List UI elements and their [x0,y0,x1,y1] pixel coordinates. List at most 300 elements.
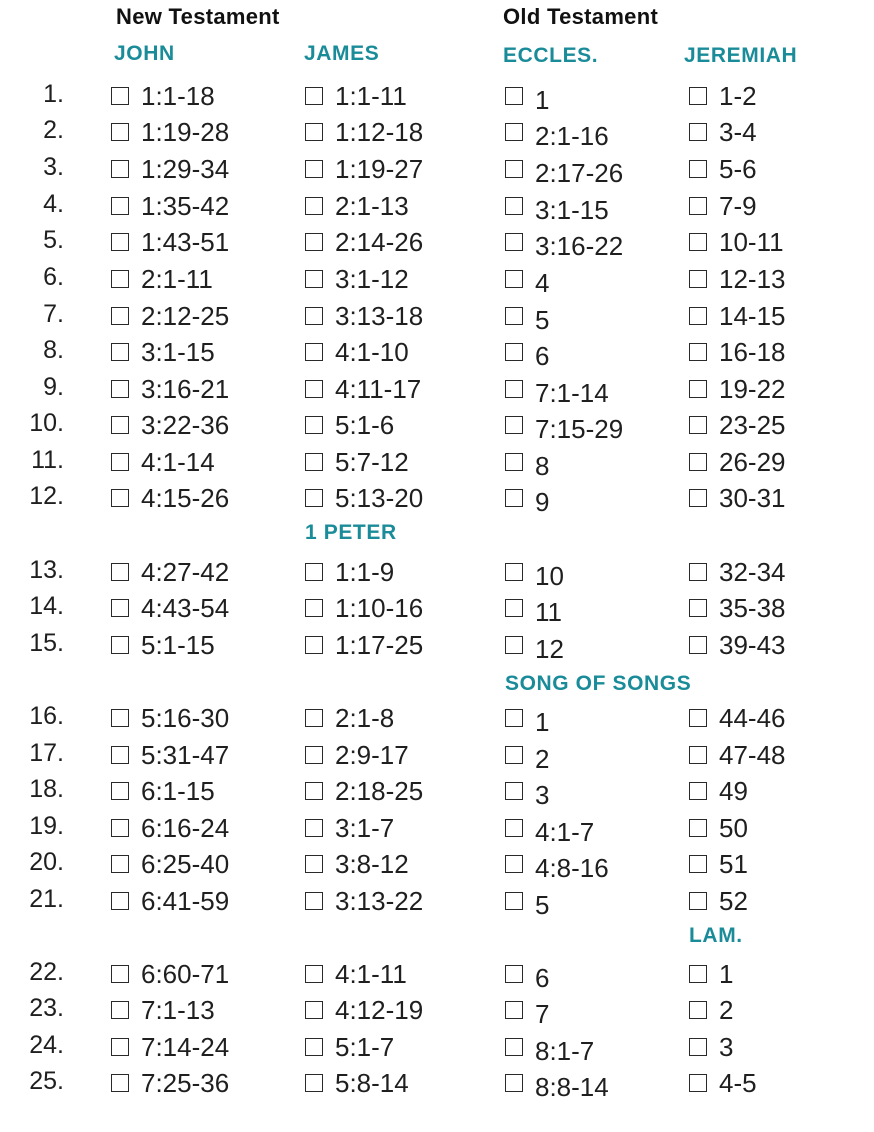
jeremiah-reading-item[interactable] [689,117,757,147]
eccles-reading-item[interactable] [505,227,624,261]
john-reading-text: 2:1-11 [141,264,213,294]
john-reading-text: 4:43-54 [141,593,230,623]
empty-checkbox-icon[interactable] [305,746,323,764]
james-reading-text: 5:7-12 [335,447,409,477]
john-reading-item[interactable] [111,849,229,879]
james-reading-item[interactable] [305,995,423,1025]
empty-checkbox-icon[interactable] [505,855,523,873]
eccles-reading-text: 7:15-29 [535,414,624,444]
jeremiah-reading-item[interactable] [689,447,786,477]
empty-checkbox-icon[interactable] [305,87,323,105]
eccles-reading-text: 4:1-7 [535,817,595,847]
eccles-reading-text: 5 [535,890,550,920]
john-reading-item[interactable] [111,337,215,367]
day-number: 12. [29,482,64,510]
eccles-reading-text: 6 [535,341,550,371]
eccles-reading-item[interactable] [505,483,550,517]
empty-checkbox-icon[interactable] [505,782,523,800]
john-reading-item[interactable] [111,703,229,733]
header-old-testament: Old Testament [503,4,659,29]
empty-checkbox-icon[interactable] [689,416,707,434]
eccles-reading-item[interactable] [505,813,595,847]
james-reading-item[interactable] [305,740,409,770]
section-label-john: JOHN [114,42,175,65]
jeremiah-reading-item[interactable] [689,264,786,294]
empty-checkbox-icon[interactable] [505,1001,523,1019]
empty-checkbox-icon[interactable] [111,489,129,507]
empty-checkbox-icon[interactable] [305,892,323,910]
james-reading-text: 5:1-7 [335,1032,395,1062]
eccles-reading-item[interactable] [505,337,550,371]
day-number: 20. [29,848,64,876]
empty-checkbox-icon[interactable] [505,965,523,983]
empty-checkbox-icon[interactable] [305,380,323,398]
empty-checkbox-icon[interactable] [689,709,707,727]
section-label-eccles: ECCLES. [503,44,599,67]
john-reading-item[interactable] [111,374,229,404]
john-reading-text: 2:12-25 [141,301,230,331]
empty-checkbox-icon[interactable] [689,636,707,654]
empty-checkbox-icon[interactable] [305,233,323,251]
james-reading-item[interactable] [305,117,423,147]
empty-checkbox-icon[interactable] [305,307,323,325]
empty-checkbox-icon[interactable] [505,892,523,910]
empty-checkbox-icon[interactable] [505,563,523,581]
empty-checkbox-icon[interactable] [111,380,129,398]
jeremiah-reading-item[interactable] [689,1068,757,1098]
day-number: 16. [29,702,64,730]
eccles-reading-text: 8:1-7 [535,1036,595,1066]
jeremiah-reading-item[interactable] [689,557,786,587]
day-number: 25. [29,1067,64,1095]
empty-checkbox-icon[interactable] [689,855,707,873]
eccles-reading-text: 11 [535,597,562,627]
james-reading-text: 1:17-25 [335,630,424,660]
day-number: 7. [43,300,64,328]
jeremiah-reading-text: 52 [719,886,748,916]
empty-checkbox-icon[interactable] [111,636,129,654]
empty-checkbox-icon[interactable] [505,489,523,507]
john-reading-item[interactable] [111,301,229,331]
jeremiah-reading-text: 35-38 [719,593,786,623]
jeremiah-reading-item[interactable] [689,886,748,916]
jeremiah-reading-text: 1 [719,959,734,989]
eccles-reading-item[interactable] [505,191,609,225]
james-reading-text: 3:13-22 [335,886,424,916]
jeremiah-reading-item[interactable] [689,703,786,733]
jeremiah-reading-item[interactable] [689,374,786,404]
john-reading-item[interactable] [111,154,229,184]
jeremiah-reading-text: 19-22 [719,374,786,404]
james-reading-item[interactable] [305,301,423,331]
john-reading-text: 4:27-42 [141,557,230,587]
john-reading-item[interactable] [111,447,215,477]
empty-checkbox-icon[interactable] [305,1001,323,1019]
john-reading-item[interactable] [111,81,215,111]
empty-checkbox-icon[interactable] [111,746,129,764]
james-reading-text: 3:1-7 [335,813,395,843]
eccles-reading-text: 9 [535,487,550,517]
james-reading-text: 4:12-19 [335,995,424,1025]
section-label-song-of-songs: SONG OF SONGS [505,672,692,695]
day-number: 8. [43,336,64,364]
empty-checkbox-icon[interactable] [689,453,707,471]
eccles-reading-item[interactable] [505,995,550,1029]
james-reading-item[interactable] [305,81,407,111]
eccles-reading-item[interactable] [505,410,624,444]
jeremiah-reading-item[interactable] [689,593,786,623]
john-reading-item[interactable] [111,813,229,843]
empty-checkbox-icon[interactable] [689,270,707,288]
john-reading-item[interactable] [111,264,213,294]
day-number: 17. [29,739,64,767]
eccles-reading-text: 2:17-26 [535,158,624,188]
james-reading-text: 4:11-17 [335,374,422,404]
empty-checkbox-icon[interactable] [505,380,523,398]
john-reading-text: 6:16-24 [141,813,230,843]
james-reading-item[interactable] [305,191,409,221]
empty-checkbox-icon[interactable] [111,307,129,325]
eccles-reading-text: 3 [535,780,550,810]
eccles-reading-item[interactable] [505,886,550,920]
eccles-reading-item[interactable] [505,81,550,115]
jeremiah-reading-item[interactable] [689,483,786,513]
empty-checkbox-icon[interactable] [689,819,707,837]
john-reading-text: 1:29-34 [141,154,230,184]
eccles-reading-text: 7:1-14 [535,378,609,408]
jeremiah-reading-item[interactable] [689,630,786,660]
james-reading-text: 1:12-18 [335,117,424,147]
empty-checkbox-icon[interactable] [689,1038,707,1056]
empty-checkbox-icon[interactable] [111,160,129,178]
empty-checkbox-icon[interactable] [505,599,523,617]
day-number: 19. [29,812,64,840]
james-reading-item[interactable] [305,886,423,916]
eccles-reading-item[interactable] [505,301,550,335]
day-number: 15. [29,629,64,657]
eccles-reading-text: 12 [535,634,564,664]
empty-checkbox-icon[interactable] [305,855,323,873]
jeremiah-reading-item[interactable] [689,410,786,440]
jeremiah-reading-item[interactable] [689,301,786,331]
john-reading-item[interactable] [111,995,215,1025]
james-reading-text: 1:19-27 [335,154,424,184]
jeremiah-reading-item[interactable] [689,154,757,184]
empty-checkbox-icon[interactable] [505,233,523,251]
eccles-reading-text: 4 [535,268,550,298]
empty-checkbox-icon[interactable] [111,782,129,800]
header-new-testament: New Testament [116,4,280,29]
day-number: 11. [31,446,64,474]
day-number: 24. [29,1031,64,1059]
jeremiah-reading-text: 4-5 [719,1068,757,1098]
james-reading-text: 4:1-10 [335,337,409,367]
eccles-reading-text: 4:8-16 [535,853,609,883]
empty-checkbox-icon[interactable] [305,123,323,141]
empty-checkbox-icon[interactable] [689,233,707,251]
empty-checkbox-icon[interactable] [505,343,523,361]
empty-checkbox-icon[interactable] [505,746,523,764]
james-reading-item[interactable] [305,593,423,623]
eccles-reading-text: 1 [535,85,550,115]
john-reading-text: 7:25-36 [141,1068,230,1098]
jeremiah-reading-text: 12-13 [719,264,786,294]
james-reading-text: 5:1-6 [335,410,395,440]
james-reading-item[interactable] [305,959,407,989]
empty-checkbox-icon[interactable] [111,197,129,215]
empty-checkbox-icon[interactable] [111,819,129,837]
john-reading-text: 5:31-47 [141,740,230,770]
james-reading-text: 2:9-17 [335,740,409,770]
eccles-reading-item[interactable] [505,593,562,627]
empty-checkbox-icon[interactable] [305,819,323,837]
john-reading-item[interactable] [111,740,229,770]
day-number: 23. [29,994,64,1022]
empty-checkbox-icon[interactable] [111,270,129,288]
jeremiah-reading-item[interactable] [689,81,757,111]
jeremiah-reading-text: 39-43 [719,630,786,660]
empty-checkbox-icon[interactable] [505,416,523,434]
james-reading-text: 5:8-14 [335,1068,409,1098]
james-reading-text: 3:8-12 [335,849,409,879]
day-number: 1. [43,80,64,108]
jeremiah-reading-item[interactable] [689,813,748,843]
empty-checkbox-icon[interactable] [505,197,523,215]
empty-checkbox-icon[interactable] [111,855,129,873]
empty-checkbox-icon[interactable] [505,1038,523,1056]
john-reading-text: 1:35-42 [141,191,230,221]
empty-checkbox-icon[interactable] [111,965,129,983]
jeremiah-reading-item[interactable] [689,776,748,806]
empty-checkbox-icon[interactable] [689,599,707,617]
eccles-reading-item[interactable] [505,959,550,993]
empty-checkbox-icon[interactable] [111,123,129,141]
empty-checkbox-icon[interactable] [305,709,323,727]
empty-checkbox-icon[interactable] [111,709,129,727]
day-number: 6. [43,263,64,291]
day-number: 10. [29,409,64,437]
empty-checkbox-icon[interactable] [505,453,523,471]
section-label-james: JAMES [304,42,380,65]
eccles-reading-item[interactable] [505,374,609,408]
empty-checkbox-icon[interactable] [111,1074,129,1092]
jeremiah-reading-item[interactable] [689,995,733,1025]
empty-checkbox-icon[interactable] [111,599,129,617]
empty-checkbox-icon[interactable] [305,782,323,800]
empty-checkbox-icon[interactable] [111,343,129,361]
eccles-reading-item[interactable] [505,117,609,151]
john-reading-item[interactable] [111,630,215,660]
john-reading-text: 3:22-36 [141,410,230,440]
jeremiah-reading-text: 32-34 [719,557,786,587]
jeremiah-reading-text: 50 [719,813,748,843]
empty-checkbox-icon[interactable] [505,819,523,837]
empty-checkbox-icon[interactable] [689,307,707,325]
john-reading-text: 1:19-28 [141,117,230,147]
empty-checkbox-icon[interactable] [305,636,323,654]
eccles-reading-item[interactable] [505,264,550,298]
john-reading-item[interactable] [111,1032,229,1062]
jeremiah-reading-text: 16-18 [719,337,786,367]
eccles-reading-item[interactable] [505,740,550,774]
james-reading-item[interactable] [305,264,409,294]
empty-checkbox-icon[interactable] [689,87,707,105]
empty-checkbox-icon[interactable] [689,343,707,361]
james-reading-text: 2:1-8 [335,703,395,733]
john-reading-item[interactable] [111,191,229,221]
empty-checkbox-icon[interactable] [689,1074,707,1092]
john-reading-item[interactable] [111,410,229,440]
james-reading-item[interactable] [305,447,409,477]
empty-checkbox-icon[interactable] [305,416,323,434]
james-reading-item[interactable] [305,813,394,843]
day-number: 14. [29,592,64,620]
jeremiah-reading-item[interactable] [689,1032,733,1062]
day-number: 4. [43,190,64,218]
james-reading-item[interactable] [305,154,423,184]
empty-checkbox-icon[interactable] [689,489,707,507]
day-number: 5. [43,226,64,254]
empty-checkbox-icon[interactable] [305,160,323,178]
jeremiah-reading-text: 30-31 [719,483,786,513]
empty-checkbox-icon[interactable] [689,892,707,910]
day-number: 13. [29,556,64,584]
john-reading-item[interactable] [111,483,229,513]
james-reading-text: 1:1-9 [335,557,395,587]
section-label-lam: LAM. [689,924,743,947]
empty-checkbox-icon[interactable] [305,270,323,288]
empty-checkbox-icon[interactable] [505,270,523,288]
empty-checkbox-icon[interactable] [111,892,129,910]
john-reading-item[interactable] [111,776,215,806]
empty-checkbox-icon[interactable] [305,563,323,581]
empty-checkbox-icon[interactable] [111,87,129,105]
empty-checkbox-icon[interactable] [305,197,323,215]
jeremiah-reading-text: 7-9 [719,191,757,221]
empty-checkbox-icon[interactable] [111,453,129,471]
eccles-reading-item[interactable] [505,557,564,591]
john-reading-text: 5:16-30 [141,703,230,733]
james-reading-item[interactable] [305,849,409,879]
john-reading-text: 6:60-71 [141,959,230,989]
day-number: 21. [29,885,64,913]
empty-checkbox-icon[interactable] [689,1001,707,1019]
eccles-reading-item[interactable] [505,154,624,188]
james-reading-item[interactable] [305,1032,394,1062]
jeremiah-reading-item[interactable] [689,849,748,879]
james-reading-item[interactable] [305,410,394,440]
john-reading-item[interactable] [111,117,229,147]
jeremiah-reading-item[interactable] [689,959,733,989]
jeremiah-reading-text: 3 [719,1032,734,1062]
eccles-reading-item[interactable] [505,703,550,737]
empty-checkbox-icon[interactable] [505,160,523,178]
empty-checkbox-icon[interactable] [689,563,707,581]
jeremiah-reading-text: 2 [719,995,734,1025]
james-reading-item[interactable] [305,557,394,587]
james-reading-item[interactable] [305,630,423,660]
james-reading-item[interactable] [305,703,394,733]
james-reading-item[interactable] [305,776,423,806]
empty-checkbox-icon[interactable] [305,1038,323,1056]
eccles-reading-text: 7 [535,999,550,1029]
james-reading-text: 1:10-16 [335,593,424,623]
empty-checkbox-icon[interactable] [305,965,323,983]
james-reading-item[interactable] [305,483,423,513]
eccles-reading-text: 3:16-22 [535,231,624,261]
eccles-reading-item[interactable] [505,630,564,664]
empty-checkbox-icon[interactable] [111,1038,129,1056]
empty-checkbox-icon[interactable] [305,599,323,617]
empty-checkbox-icon[interactable] [505,87,523,105]
james-reading-text: 3:1-12 [335,264,409,294]
john-reading-item[interactable] [111,557,229,587]
jeremiah-reading-text: 10-11 [719,227,784,257]
empty-checkbox-icon[interactable] [689,380,707,398]
empty-checkbox-icon[interactable] [505,1074,523,1092]
john-reading-text: 6:1-15 [141,776,215,806]
john-reading-item[interactable] [111,227,229,257]
james-reading-item[interactable] [305,1068,409,1098]
empty-checkbox-icon[interactable] [111,416,129,434]
james-reading-item[interactable] [305,374,421,404]
john-reading-item[interactable] [111,593,229,623]
james-reading-item[interactable] [305,337,409,367]
empty-checkbox-icon[interactable] [505,123,523,141]
john-reading-item[interactable] [111,1068,229,1098]
john-reading-item[interactable] [111,886,229,916]
james-reading-text: 5:13-20 [335,483,424,513]
eccles-reading-text: 2 [535,744,550,774]
empty-checkbox-icon[interactable] [689,782,707,800]
james-reading-text: 3:13-18 [335,301,424,331]
empty-checkbox-icon[interactable] [111,563,129,581]
eccles-reading-item[interactable] [505,849,609,883]
empty-checkbox-icon[interactable] [305,343,323,361]
empty-checkbox-icon[interactable] [505,709,523,727]
john-reading-item[interactable] [111,959,229,989]
empty-checkbox-icon[interactable] [111,1001,129,1019]
eccles-reading-item[interactable] [505,1032,595,1066]
eccles-reading-item[interactable] [505,776,550,810]
empty-checkbox-icon[interactable] [689,197,707,215]
empty-checkbox-icon[interactable] [305,453,323,471]
empty-checkbox-icon[interactable] [305,1074,323,1092]
eccles-reading-item[interactable] [505,1068,609,1102]
empty-checkbox-icon[interactable] [689,965,707,983]
jeremiah-reading-item[interactable] [689,337,786,367]
empty-checkbox-icon[interactable] [305,489,323,507]
james-reading-text: 4:1-11 [335,959,407,989]
jeremiah-reading-text: 44-46 [719,703,786,733]
jeremiah-reading-item[interactable] [689,191,757,221]
empty-checkbox-icon[interactable] [505,636,523,654]
empty-checkbox-icon[interactable] [689,123,707,141]
empty-checkbox-icon[interactable] [689,160,707,178]
james-reading-text: 2:14-26 [335,227,424,257]
jeremiah-reading-item[interactable] [689,227,784,257]
jeremiah-reading-item[interactable] [689,740,786,770]
jeremiah-reading-text: 23-25 [719,410,786,440]
john-reading-text: 7:1-13 [141,995,215,1025]
eccles-reading-item[interactable] [505,447,550,481]
john-reading-text: 1:43-51 [141,227,230,257]
empty-checkbox-icon[interactable] [505,307,523,325]
james-reading-text: 2:1-13 [335,191,409,221]
empty-checkbox-icon[interactable] [689,746,707,764]
james-reading-item[interactable] [305,227,423,257]
empty-checkbox-icon[interactable] [111,233,129,251]
